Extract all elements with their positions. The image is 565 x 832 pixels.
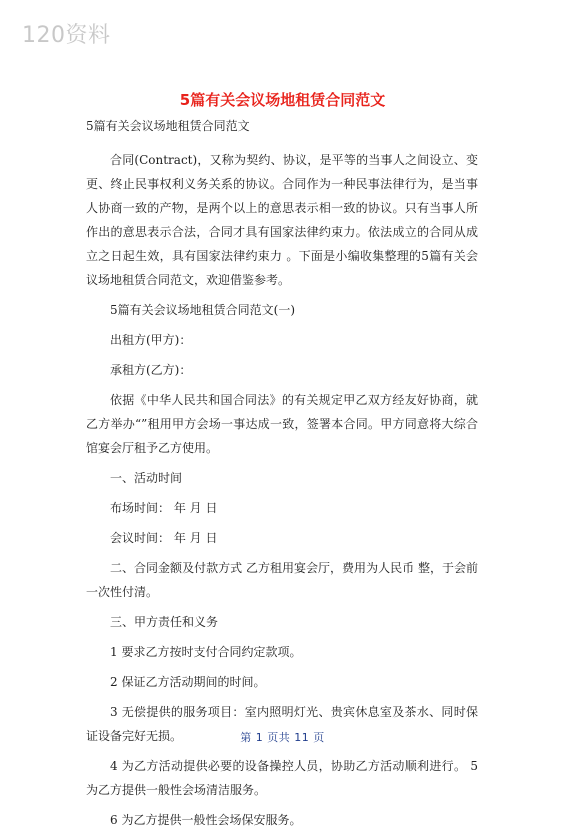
document-title: 5篇有关会议场地租赁合同范文 [179,91,386,109]
section-heading: 5篇有关会议场地租赁合同范文(一) [110,303,295,317]
basis-paragraph: 依据《中华人民共和国合同法》的有关规定甲乙双方经友好协商，就乙方举办“”租用甲方会场一事达成一致，签署本合同。甲方同意将大综合馆宴会厅租予乙方使用。 [86,393,478,455]
lessee-line: 承租方(乙方)： [110,363,192,377]
duty-item-2: 2 保证乙方活动期间的时间。 [110,675,266,689]
watermark-logo: 120资料 [22,23,111,48]
lessor-line: 出租方(甲方)： [110,333,192,347]
duty-item-1: 1 要求乙方按时支付合同约定款项。 [110,645,302,659]
clause-payment: 二、合同金额及付款方式 乙方租用宴会厅，费用为人民币 整，于会前一次性付清。 [86,561,478,599]
meeting-time-line: 会议时间： 年 月 日 [110,531,218,545]
setup-time-line: 布场时间： 年 月 日 [110,501,218,515]
intro-paragraph: 合同(Contract)，又称为契约、协议，是平等的当事人之间设立、变更、终止民事权利义务关系的协议。合同作为一种民事法律行为，是当事人协商一致的产物，是两个以上的意思表示相一致的协议。只有当事人所作出的意思表示合法，合同才具有国家法律约束力。依法成立的合同从成立之日起生效，具有国家法律约束力 。下面是小编收集整理的5篇有关会议场地租赁合同范文，欢迎借鉴参考。 [86,153,478,287]
duty-item-3: 3 无偿提供的服务项目：室内照明灯光、贵宾休息室及茶水、同时保证设备完好无损。 [86,705,478,743]
clause-heading-duties: 三、甲方责任和义务 [110,615,219,629]
duty-item-4-5: 4 为乙方活动提供必要的设备操控人员，协助乙方活动顺利进行。 5 为乙方提供一般性会场清洁服务。 [86,759,478,797]
clause-heading-time: 一、活动时间 [110,471,183,485]
page-number-footer: 第 1 页共 11 页 [240,731,325,744]
duty-item-6: 6 为乙方提供一般性会场保安服务。 [110,813,302,827]
document-subtitle: 5篇有关会议场地租赁合同范文 [86,119,250,133]
